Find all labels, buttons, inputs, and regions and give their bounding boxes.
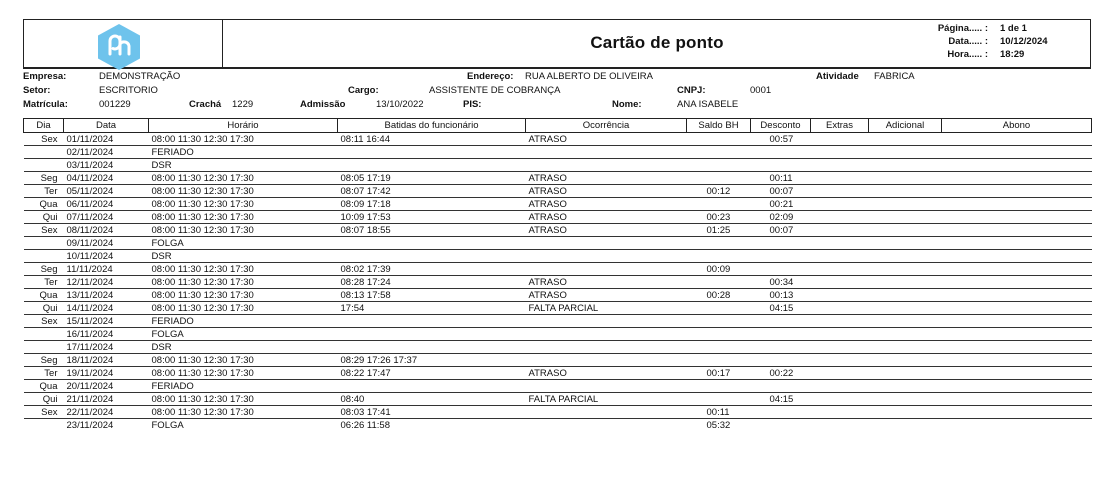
time-card-table xyxy=(23,118,1092,432)
cell-batidas: 08:05 17:19 xyxy=(338,172,526,185)
cell-desconto: 00:21 xyxy=(751,198,811,211)
table-row xyxy=(24,198,1092,211)
cell-data: 19/11/2024 xyxy=(64,367,149,380)
cell-ocorrencia: ATRASO xyxy=(526,172,687,185)
col-adicional: Adicional xyxy=(869,119,942,133)
cell-abono xyxy=(942,328,1092,341)
cell-dia: Seg xyxy=(24,354,64,367)
cell-data: 10/11/2024 xyxy=(64,250,149,263)
cell-dia: Sex xyxy=(24,315,64,328)
table-row xyxy=(24,159,1092,172)
cell-dia: Qui xyxy=(24,393,64,406)
cell-abono xyxy=(942,263,1092,276)
cell-extras xyxy=(811,302,869,315)
cell-saldo: 01:25 xyxy=(687,224,751,237)
cell-saldo xyxy=(687,133,751,146)
cracha-value: 1229 xyxy=(232,99,254,110)
cell-adicional xyxy=(869,406,942,419)
cell-ocorrencia: ATRASO xyxy=(526,198,687,211)
table-row xyxy=(24,315,1092,328)
table-row xyxy=(24,380,1092,393)
cell-abono xyxy=(942,406,1092,419)
cell-adicional xyxy=(869,237,942,250)
col-data: Data xyxy=(64,119,149,133)
table-row xyxy=(24,237,1092,250)
cell-saldo xyxy=(687,315,751,328)
cell-saldo xyxy=(687,328,751,341)
cell-adicional xyxy=(869,198,942,211)
cell-abono xyxy=(942,185,1092,198)
cell-desconto: 00:57 xyxy=(751,133,811,146)
cell-abono xyxy=(942,133,1092,146)
cell-data: 08/11/2024 xyxy=(64,224,149,237)
cell-extras xyxy=(811,341,869,354)
col-horario: Horário xyxy=(149,119,338,133)
report-header xyxy=(23,19,1091,69)
cell-data: 15/11/2024 xyxy=(64,315,149,328)
cell-saldo xyxy=(687,302,751,315)
cell-ocorrencia xyxy=(526,419,687,432)
setor-value: ESCRITORIO xyxy=(99,85,158,96)
cell-saldo xyxy=(687,276,751,289)
cell-desconto: 00:13 xyxy=(751,289,811,302)
cell-desconto: 00:07 xyxy=(751,224,811,237)
cell-data: 06/11/2024 xyxy=(64,198,149,211)
cell-data: 21/11/2024 xyxy=(64,393,149,406)
cell-ocorrencia: FALTA PARCIAL xyxy=(526,302,687,315)
table-row xyxy=(24,224,1092,237)
cell-saldo: 00:11 xyxy=(687,406,751,419)
cell-batidas: 08:11 16:44 xyxy=(338,133,526,146)
cell-ocorrencia xyxy=(526,341,687,354)
cell-horario: 08:00 11:30 12:30 17:30 xyxy=(149,198,338,211)
cell-horario: DSR xyxy=(149,341,338,354)
cell-ocorrencia: ATRASO xyxy=(526,224,687,237)
table-row xyxy=(24,367,1092,380)
cell-data: 11/11/2024 xyxy=(64,263,149,276)
empresa-label: Empresa: xyxy=(23,71,67,82)
cell-horario: 08:00 11:30 12:30 17:30 xyxy=(149,224,338,237)
cell-saldo: 05:32 xyxy=(706,419,731,431)
cell-batidas: 06:26 11:58 xyxy=(340,419,390,431)
ph-hexagon-logo-icon xyxy=(98,24,140,70)
cell-adicional xyxy=(869,419,942,432)
cell-extras xyxy=(811,224,869,237)
cell-saldo: 00:09 xyxy=(687,263,751,276)
cell-desconto: 04:15 xyxy=(751,393,811,406)
cell-dia: Seg xyxy=(24,172,64,185)
cell-batidas: 08:07 18:55 xyxy=(338,224,526,237)
cell-dia: Qua xyxy=(24,198,64,211)
cell-adicional xyxy=(869,367,942,380)
cell-adicional xyxy=(869,380,942,393)
cell-batidas xyxy=(338,159,526,172)
cell-ocorrencia xyxy=(526,315,687,328)
cell-dia xyxy=(24,146,64,159)
cell-abono xyxy=(942,393,1092,406)
cell-saldo xyxy=(687,250,751,263)
cell-abono xyxy=(942,341,1092,354)
cell-abono xyxy=(942,354,1092,367)
cell-abono xyxy=(942,224,1092,237)
cell-batidas: 08:09 17:18 xyxy=(338,198,526,211)
cell-saldo xyxy=(687,146,751,159)
table-header-row xyxy=(24,119,1092,133)
cell-extras xyxy=(811,146,869,159)
cell-desconto xyxy=(751,159,811,172)
table-row xyxy=(24,263,1092,276)
page-label: Página..... : xyxy=(937,23,988,34)
cell-abono xyxy=(942,172,1092,185)
cargo-label: Cargo: xyxy=(348,85,379,96)
cell-extras xyxy=(811,367,869,380)
cell-abono xyxy=(942,315,1092,328)
cell-ocorrencia xyxy=(526,328,687,341)
cell-ocorrencia xyxy=(526,146,687,159)
cell-ocorrencia: ATRASO xyxy=(526,211,687,224)
cell-saldo: 00:12 xyxy=(687,185,751,198)
cell-extras xyxy=(811,276,869,289)
cell-ocorrencia: ATRASO xyxy=(526,289,687,302)
cell-dia: Sex xyxy=(24,133,64,146)
table-row xyxy=(24,302,1092,315)
cell-extras xyxy=(811,198,869,211)
table-row xyxy=(24,185,1092,198)
cell-ocorrencia xyxy=(526,237,687,250)
table-row xyxy=(24,393,1092,406)
cell-abono xyxy=(942,380,1092,393)
page-title: Cartão de ponto xyxy=(590,33,724,52)
cell-data: 18/11/2024 xyxy=(64,354,149,367)
cell-adicional xyxy=(869,315,942,328)
cell-adicional xyxy=(869,250,942,263)
table-row xyxy=(24,133,1092,146)
cell-dia: Ter xyxy=(24,367,64,380)
cell-dia xyxy=(24,159,64,172)
cell-desconto xyxy=(751,341,811,354)
matricula-value: 001229 xyxy=(99,99,131,110)
cell-horario: 08:00 11:30 12:30 17:30 xyxy=(149,367,338,380)
cell-adicional xyxy=(869,185,942,198)
atividade-label: Atividade xyxy=(816,71,859,82)
cell-desconto: 02:09 xyxy=(751,211,811,224)
cell-desconto: 04:15 xyxy=(751,302,811,315)
cell-data: 13/11/2024 xyxy=(64,289,149,302)
cell-data: 16/11/2024 xyxy=(64,328,149,341)
cell-dia xyxy=(24,419,64,432)
cell-batidas xyxy=(338,328,526,341)
cell-desconto: 00:34 xyxy=(751,276,811,289)
cell-ocorrencia xyxy=(526,380,687,393)
cell-ocorrencia: ATRASO xyxy=(526,133,687,146)
cell-horario: 08:00 11:30 12:30 17:30 xyxy=(149,276,338,289)
col-dia: Dia xyxy=(24,119,64,133)
cell-desconto xyxy=(751,237,811,250)
cell-desconto xyxy=(751,419,811,432)
date-value: 10/12/2024 xyxy=(1000,36,1048,47)
cell-batidas: 08:07 17:42 xyxy=(338,185,526,198)
cell-ocorrencia xyxy=(526,354,687,367)
cell-extras xyxy=(811,406,869,419)
time-label: Hora..... : xyxy=(947,49,988,60)
cell-adicional xyxy=(869,302,942,315)
cell-batidas xyxy=(338,341,526,354)
cell-horario: 08:00 11:30 12:30 17:30 xyxy=(149,289,338,302)
cell-horario: 08:00 11:30 12:30 17:30 xyxy=(149,263,338,276)
cell-abono xyxy=(942,276,1092,289)
cell-adicional xyxy=(869,341,942,354)
cell-dia: Qua xyxy=(24,289,64,302)
cell-data: 05/11/2024 xyxy=(64,185,149,198)
cell-horario: 08:00 11:30 12:30 17:30 xyxy=(149,211,338,224)
cell-data: 23/11/2024 xyxy=(66,419,114,431)
date-label: Data..... : xyxy=(948,36,988,47)
cell-adicional xyxy=(869,263,942,276)
cell-dia: Qui xyxy=(24,302,64,315)
cell-data: 20/11/2024 xyxy=(64,380,149,393)
cracha-label: Crachá xyxy=(189,99,222,110)
cell-ocorrencia xyxy=(526,250,687,263)
cell-extras xyxy=(811,133,869,146)
cell-extras xyxy=(811,328,869,341)
cell-abono xyxy=(942,289,1092,302)
cnpj-label: CNPJ: xyxy=(677,85,706,96)
nome-label: Nome: xyxy=(612,99,642,110)
logo-cell xyxy=(24,20,223,67)
table-row xyxy=(24,354,1092,367)
cell-desconto xyxy=(751,406,811,419)
cell-extras xyxy=(811,159,869,172)
cell-data: 14/11/2024 xyxy=(64,302,149,315)
table-row xyxy=(24,211,1092,224)
cell-horario: 08:00 11:30 12:30 17:30 xyxy=(149,172,338,185)
page-info xyxy=(922,22,1072,61)
cell-batidas: 10:09 17:53 xyxy=(338,211,526,224)
cell-data: 03/11/2024 xyxy=(64,159,149,172)
cell-adicional xyxy=(869,146,942,159)
cell-abono xyxy=(942,419,1092,432)
col-extras: Extras xyxy=(811,119,869,133)
cell-batidas: 08:02 17:39 xyxy=(338,263,526,276)
cell-horario: FOLGA xyxy=(151,419,184,431)
cell-extras xyxy=(811,380,869,393)
cell-extras xyxy=(811,185,869,198)
cell-batidas: 08:13 17:58 xyxy=(338,289,526,302)
cell-horario: FERIADO xyxy=(149,315,338,328)
cell-desconto xyxy=(751,354,811,367)
cell-extras xyxy=(811,419,869,432)
setor-label: Setor: xyxy=(23,85,51,96)
cell-batidas xyxy=(338,315,526,328)
cell-desconto xyxy=(751,146,811,159)
pis-label: PIS: xyxy=(463,99,482,110)
cell-data: 02/11/2024 xyxy=(64,146,149,159)
table-row xyxy=(24,276,1092,289)
cell-horario: 08:00 11:30 12:30 17:30 xyxy=(149,185,338,198)
cell-horario: FOLGA xyxy=(149,328,338,341)
cell-extras xyxy=(811,263,869,276)
cell-ocorrencia: ATRASO xyxy=(526,185,687,198)
cell-desconto xyxy=(751,315,811,328)
cell-batidas: 08:28 17:24 xyxy=(338,276,526,289)
cell-saldo xyxy=(687,354,751,367)
endereco-label: Endereço: xyxy=(467,71,514,82)
cell-abono xyxy=(942,302,1092,315)
cell-data: 09/11/2024 xyxy=(64,237,149,250)
endereco-value: RUA ALBERTO DE OLIVEIRA xyxy=(525,71,653,82)
cell-abono xyxy=(942,198,1092,211)
time-value: 18:29 xyxy=(1000,49,1025,60)
cell-extras xyxy=(811,237,869,250)
cell-desconto xyxy=(751,263,811,276)
cell-desconto: 00:11 xyxy=(751,172,811,185)
cell-data: 04/11/2024 xyxy=(64,172,149,185)
cell-desconto xyxy=(751,328,811,341)
cell-batidas: 17:54 xyxy=(338,302,526,315)
table-row xyxy=(24,172,1092,185)
cell-extras xyxy=(811,315,869,328)
table-row xyxy=(24,341,1092,354)
col-batidas: Batidas do funcionário xyxy=(338,119,526,133)
cell-data: 01/11/2024 xyxy=(64,133,149,146)
cell-batidas xyxy=(338,237,526,250)
cell-dia: Seg xyxy=(24,263,64,276)
cell-adicional xyxy=(869,172,942,185)
cell-adicional xyxy=(869,159,942,172)
cell-ocorrencia xyxy=(526,406,687,419)
table-row xyxy=(24,146,1092,159)
cell-dia: Qui xyxy=(24,211,64,224)
cell-dia: Sex xyxy=(24,224,64,237)
col-ocorrencia: Ocorrência xyxy=(526,119,687,133)
cell-extras xyxy=(811,211,869,224)
col-abono: Abono xyxy=(942,119,1092,133)
table-row xyxy=(24,250,1092,263)
cell-dia xyxy=(24,237,64,250)
col-desconto: Desconto xyxy=(751,119,811,133)
cell-batidas xyxy=(338,250,526,263)
cell-desconto: 00:22 xyxy=(751,367,811,380)
cell-abono xyxy=(942,367,1092,380)
cell-ocorrencia: FALTA PARCIAL xyxy=(526,393,687,406)
cell-horario: 08:00 11:30 12:30 17:30 xyxy=(149,393,338,406)
cell-adicional xyxy=(869,289,942,302)
col-saldo-bh: Saldo BH xyxy=(687,119,751,133)
cell-abono xyxy=(942,237,1092,250)
cell-abono xyxy=(942,159,1092,172)
cell-extras xyxy=(811,289,869,302)
cell-abono xyxy=(942,250,1092,263)
cell-ocorrencia: ATRASO xyxy=(526,276,687,289)
cell-horario: 08:00 11:30 12:30 17:30 xyxy=(149,354,338,367)
cell-data: 17/11/2024 xyxy=(64,341,149,354)
atividade-value: FABRICA xyxy=(874,71,915,82)
nome-value: ANA ISABELE xyxy=(677,99,739,110)
cell-dia xyxy=(24,328,64,341)
cell-data: 12/11/2024 xyxy=(64,276,149,289)
cell-desconto xyxy=(751,380,811,393)
cell-saldo: 00:23 xyxy=(687,211,751,224)
cell-adicional xyxy=(869,354,942,367)
cell-data: 07/11/2024 xyxy=(64,211,149,224)
cell-horario: DSR xyxy=(149,250,338,263)
admissao-value: 13/10/2022 xyxy=(376,99,424,110)
cell-saldo xyxy=(687,393,751,406)
admissao-label: Admissão xyxy=(300,99,346,110)
cell-saldo: 00:17 xyxy=(687,367,751,380)
cargo-value: ASSISTENTE DE COBRANÇA xyxy=(429,85,561,96)
table-row xyxy=(24,328,1092,341)
cell-data: 22/11/2024 xyxy=(64,406,149,419)
cell-extras xyxy=(811,172,869,185)
cell-dia: Sex xyxy=(24,406,64,419)
cell-ocorrencia xyxy=(526,263,687,276)
cell-saldo xyxy=(687,159,751,172)
cell-horario: FERIADO xyxy=(149,380,338,393)
cell-adicional xyxy=(869,276,942,289)
table-row xyxy=(24,419,1092,432)
cell-horario: 08:00 11:30 12:30 17:30 xyxy=(149,302,338,315)
cell-adicional xyxy=(869,211,942,224)
cell-ocorrencia: ATRASO xyxy=(526,367,687,380)
cell-dia xyxy=(24,250,64,263)
cell-desconto xyxy=(751,250,811,263)
cell-extras xyxy=(811,250,869,263)
cell-desconto: 00:07 xyxy=(751,185,811,198)
cell-horario: FOLGA xyxy=(149,237,338,250)
cell-adicional xyxy=(869,224,942,237)
cell-saldo xyxy=(687,237,751,250)
table-row xyxy=(24,406,1092,419)
cell-extras xyxy=(811,354,869,367)
cell-horario: DSR xyxy=(149,159,338,172)
matricula-label: Matrícula: xyxy=(23,99,68,110)
cell-batidas xyxy=(338,146,526,159)
cell-abono xyxy=(942,146,1092,159)
cell-batidas: 08:03 17:41 xyxy=(338,406,526,419)
cell-adicional xyxy=(869,133,942,146)
cell-dia: Ter xyxy=(24,276,64,289)
cell-dia xyxy=(24,341,64,354)
cell-saldo xyxy=(687,341,751,354)
cell-adicional xyxy=(869,393,942,406)
cell-saldo xyxy=(687,198,751,211)
page-value: 1 de 1 xyxy=(1000,23,1027,34)
cell-horario: FERIADO xyxy=(149,146,338,159)
cell-batidas: 08:40 xyxy=(338,393,526,406)
cell-batidas: 08:22 17:47 xyxy=(338,367,526,380)
cell-horario: 08:00 11:30 12:30 17:30 xyxy=(149,406,338,419)
cell-dia: Ter xyxy=(24,185,64,198)
cell-extras xyxy=(811,393,869,406)
cell-abono xyxy=(942,211,1092,224)
cell-saldo xyxy=(687,380,751,393)
cell-saldo xyxy=(687,172,751,185)
cell-saldo: 00:28 xyxy=(687,289,751,302)
cell-ocorrencia xyxy=(526,159,687,172)
cell-dia: Qua xyxy=(24,380,64,393)
table-row xyxy=(24,289,1092,302)
cell-batidas xyxy=(338,380,526,393)
cell-adicional xyxy=(869,328,942,341)
empresa-value: DEMONSTRAÇÃO xyxy=(99,71,181,82)
cell-batidas: 08:29 17:26 17:37 xyxy=(338,354,526,367)
cell-horario: 08:00 11:30 12:30 17:30 xyxy=(149,133,338,146)
cnpj-value: 0001 xyxy=(750,85,772,96)
